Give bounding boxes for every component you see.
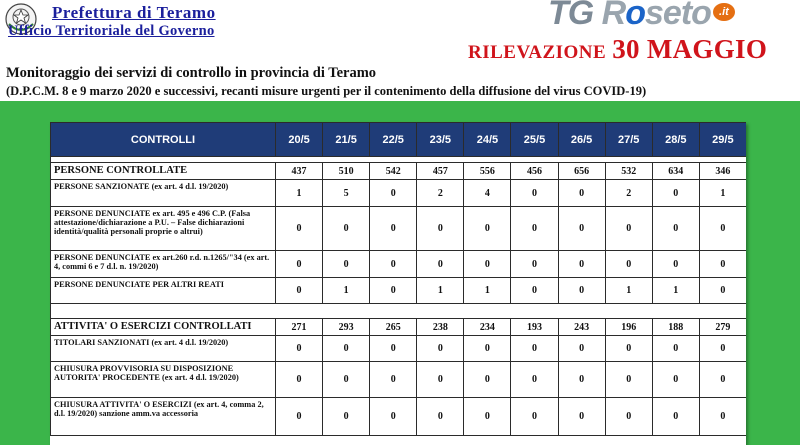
cell-value: 1: [276, 180, 323, 207]
controls-table-panel: [50, 122, 746, 445]
cell-value: 265: [370, 319, 417, 336]
cell-value: 0: [276, 207, 323, 251]
column-header-date: 20/5: [276, 123, 323, 157]
cell-value: 0: [652, 336, 699, 362]
cell-value: 0: [652, 251, 699, 278]
cell-value: 0: [558, 362, 605, 398]
cell-value: 234: [464, 319, 511, 336]
cell-value: 542: [370, 163, 417, 180]
column-header-controlli: CONTROLLI: [51, 123, 276, 157]
cell-value: 0: [276, 398, 323, 436]
controls-table: [50, 122, 746, 436]
column-header-date: 26/5: [558, 123, 605, 157]
prefettura-title: Prefettura di Teramo: [52, 3, 216, 22]
cell-value: 0: [511, 398, 558, 436]
cell-value: 437: [276, 163, 323, 180]
cell-value: 0: [464, 398, 511, 436]
column-header-date: 23/5: [417, 123, 464, 157]
table-row: [51, 319, 747, 336]
cell-value: 0: [511, 207, 558, 251]
header-area: [0, 0, 800, 101]
monitoraggio-title: Monitoraggio dei servizi di controllo in provincia di Teramo: [6, 65, 377, 81]
cell-value: 0: [699, 207, 746, 251]
cell-value: 0: [276, 251, 323, 278]
table-row: [51, 163, 747, 180]
cell-value: 0: [558, 251, 605, 278]
ufficio-subtitle: Ufficio Territoriale del Governo: [8, 23, 215, 39]
cell-value: 0: [699, 336, 746, 362]
table-row: [51, 362, 747, 398]
table-spacer-row: [51, 304, 747, 319]
rilevazione-heading: RILEVAZIONE 30 MAGGIO: [468, 34, 768, 64]
table-row: [51, 251, 747, 278]
cell-value: 0: [464, 251, 511, 278]
cell-value: 510: [323, 163, 370, 180]
cell-value: 2: [417, 180, 464, 207]
cell-value: 0: [699, 251, 746, 278]
cell-value: 0: [558, 180, 605, 207]
cell-value: 656: [558, 163, 605, 180]
cell-value: 293: [323, 319, 370, 336]
cell-value: 188: [652, 319, 699, 336]
table-header-row: [51, 123, 747, 157]
cell-value: 0: [417, 336, 464, 362]
row-label: ATTIVITA' O ESERCIZI CONTROLLATI: [51, 319, 276, 336]
cell-value: 243: [558, 319, 605, 336]
cell-value: 0: [558, 398, 605, 436]
row-label: CHIUSURA PROVVISORIA SU DISPOSIZIONE AUTORITA' PROCEDENTE (ex art. 4 d.l. 19/2020): [51, 362, 276, 398]
cell-value: 0: [323, 398, 370, 436]
cell-value: 0: [558, 278, 605, 304]
cell-value: 0: [417, 251, 464, 278]
cell-value: 0: [370, 251, 417, 278]
dpcm-subtitle: (D.P.C.M. 8 e 9 marzo 2020 e successivi, recanti misure urgenti per il contenimento della diffusione del virus COVID-19): [6, 84, 647, 98]
cell-value: 0: [605, 251, 652, 278]
cell-value: 456: [511, 163, 558, 180]
cell-value: 5: [323, 180, 370, 207]
cell-value: 196: [605, 319, 652, 336]
cell-value: 0: [323, 251, 370, 278]
column-header-date: 24/5: [464, 123, 511, 157]
cell-value: 0: [605, 362, 652, 398]
cell-value: 0: [558, 336, 605, 362]
cell-value: 0: [605, 207, 652, 251]
cell-value: 0: [323, 207, 370, 251]
cell-value: 0: [511, 278, 558, 304]
cell-value: 457: [417, 163, 464, 180]
cell-value: 1: [464, 278, 511, 304]
column-header-date: 28/5: [652, 123, 699, 157]
cell-value: 0: [417, 207, 464, 251]
cell-value: 1: [605, 278, 652, 304]
cell-value: 193: [511, 319, 558, 336]
cell-value: 346: [699, 163, 746, 180]
cell-value: 0: [699, 362, 746, 398]
row-label: PERSONE SANZIONATE (ex art. 4 d.l. 19/2020): [51, 180, 276, 207]
cell-value: 0: [370, 180, 417, 207]
cell-value: 0: [323, 336, 370, 362]
table-row: [51, 336, 747, 362]
row-label: PERSONE CONTROLLATE: [51, 163, 276, 180]
cell-value: 0: [370, 362, 417, 398]
table-row: [51, 207, 747, 251]
cell-value: 0: [464, 336, 511, 362]
cell-value: 1: [652, 278, 699, 304]
column-header-date: 21/5: [323, 123, 370, 157]
cell-value: 0: [417, 398, 464, 436]
cell-value: 0: [370, 207, 417, 251]
row-label: CHIUSURA ATTIVITA' O ESERCIZI (ex art. 4, comma 2, d.l. 19/2020) sanzione amm.va accessoria: [51, 398, 276, 436]
cell-value: 532: [605, 163, 652, 180]
cell-value: 0: [323, 362, 370, 398]
table-row: [51, 278, 747, 304]
column-header-date: 25/5: [511, 123, 558, 157]
cell-value: 0: [276, 362, 323, 398]
table-row: [51, 180, 747, 207]
cell-value: 238: [417, 319, 464, 336]
cell-value: 0: [652, 398, 699, 436]
column-header-date: 29/5: [699, 123, 746, 157]
column-header-date: 27/5: [605, 123, 652, 157]
row-label: TITOLARI SANZIONATI (ex art. 4 d.l. 19/2020): [51, 336, 276, 362]
cell-value: 0: [511, 362, 558, 398]
cell-value: 0: [605, 336, 652, 362]
cell-value: 0: [511, 336, 558, 362]
row-label: PERSONE DENUNCIATE ex art.260 r.d. n.1265/"34 (ex art. 4, commi 6 e 7 d.l. n. 19/2020): [51, 251, 276, 278]
cell-value: 0: [464, 207, 511, 251]
cell-value: 634: [652, 163, 699, 180]
cell-value: 1: [417, 278, 464, 304]
cell-value: 279: [699, 319, 746, 336]
cell-value: 1: [323, 278, 370, 304]
cell-value: 0: [652, 362, 699, 398]
cell-value: 0: [370, 336, 417, 362]
logo-it-badge: .it: [713, 3, 735, 21]
column-header-date: 22/5: [370, 123, 417, 157]
cell-value: 0: [276, 278, 323, 304]
cell-value: 0: [652, 207, 699, 251]
cell-value: 271: [276, 319, 323, 336]
tg-roseto-logo: TG Roseto .it: [548, 0, 735, 33]
cell-value: 0: [511, 251, 558, 278]
table-row: [51, 398, 747, 436]
row-label: PERSONE DENUNCIATE ex art. 495 e 496 C.P. (Falsa attestazione/dichiarazione a P.U. – False dichiarazioni identità/qualità personali proprie o altrui): [51, 207, 276, 251]
cell-value: 0: [511, 180, 558, 207]
cell-value: 1: [699, 180, 746, 207]
cell-value: 0: [417, 362, 464, 398]
cell-value: 0: [464, 362, 511, 398]
cell-value: 0: [652, 180, 699, 207]
cell-value: 4: [464, 180, 511, 207]
cell-value: 0: [370, 398, 417, 436]
cell-value: 0: [605, 398, 652, 436]
cell-value: 0: [370, 278, 417, 304]
row-label: PERSONE DENUNCIATE PER ALTRI REATI: [51, 278, 276, 304]
cell-value: 0: [699, 398, 746, 436]
cell-value: 0: [558, 207, 605, 251]
cell-value: 2: [605, 180, 652, 207]
cell-value: 556: [464, 163, 511, 180]
cell-value: 0: [699, 278, 746, 304]
cell-value: 0: [276, 336, 323, 362]
